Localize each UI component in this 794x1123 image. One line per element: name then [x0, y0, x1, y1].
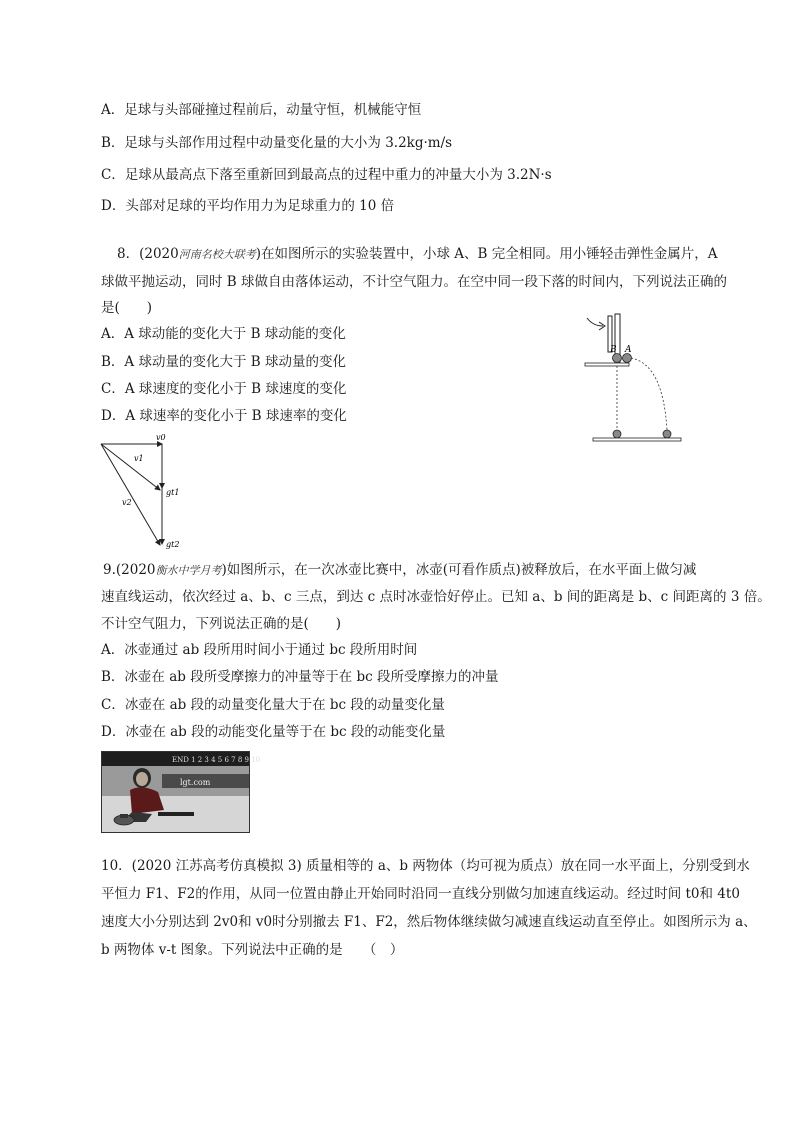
- q10-stem-line2: 平恒力 F1、F2的作用，从同一位置由静止开始同时沿同一直线分别做匀加速直线运动。经过时间 t0和 4t0: [101, 886, 740, 902]
- q9-year: 2020: [121, 562, 156, 578]
- q8-option-b: B．A 球动量的变化大于 B 球动量的变化: [101, 354, 346, 370]
- q8-apparatus-figure: [575, 312, 685, 444]
- q9-stem-line2: 速直线运动，依次经过 a、b、c 三点，到达 c 点时冰壶恰好停止。已知 a、b 间的距离是 b、c 间距离的 3 倍。: [101, 589, 771, 605]
- q9-option-d: D．冰壶在 ab 段的动能变化量等于在 bc 段的动能变化量: [101, 724, 446, 740]
- q7-option-d: D．头部对足球的平均作用力为足球重力的 10 倍: [101, 198, 395, 214]
- q8-option-a: A．A 球动能的变化大于 B 球动能的变化: [101, 326, 346, 342]
- ground-plate: [593, 438, 681, 441]
- v2-arrow: [101, 444, 160, 545]
- q8-option-c: C．A 球速度的变化小于 B 球速度的变化: [101, 381, 347, 397]
- q8-velocity-vector-figure: [96, 432, 196, 552]
- label-a: A: [625, 345, 632, 355]
- q8-source: 河南名校大联考: [178, 248, 256, 261]
- gt1-label: gt1: [166, 488, 180, 497]
- q8-number: 8．(: [117, 246, 145, 262]
- v0-label: v0: [156, 433, 166, 442]
- q9-option-a: A．冰壶通过 ab 段所用时间小于通过 bc 段所用时间: [101, 642, 418, 658]
- q8-option-d: D．A 球速率的变化小于 B 球速率的变化: [101, 408, 347, 424]
- q7-option-a: A．足球与头部碰撞过程前后，动量守恒，机械能守恒: [101, 102, 422, 118]
- q9-option-b: B．冰壶在 ab 段所受摩擦力的冲量等于在 bc 段所受摩擦力的冲量: [101, 669, 499, 685]
- landed-ball-a: [663, 430, 671, 438]
- hammer-arm: [587, 318, 603, 326]
- landed-ball-b: [613, 430, 621, 438]
- projectile-path: [631, 358, 667, 430]
- gt2-label: gt2: [166, 540, 180, 549]
- v2-label: v2: [122, 498, 132, 507]
- launch-shelf: [585, 363, 629, 366]
- q9-stem-line3: 不计空气阻力，下列说法正确的是( ): [101, 616, 342, 632]
- scoreboard-text: END 1 2 3 4 5 6 7 8 9 10: [172, 756, 261, 764]
- q7-option-b: B．足球与头部作用过程中动量变化量的大小为 3.2kg·m/s: [101, 135, 453, 151]
- q8-stem-line3: 是( ): [101, 300, 153, 316]
- curling-photo: [101, 751, 261, 833]
- q9-stem-line1: [103, 560, 696, 581]
- q10-stem-line1: 10．(2020 江苏高考仿真模拟 3) 质量相等的 a、b 两物体（均可视为质点）放在同一水平面上，分别受到水: [101, 858, 750, 874]
- q10-stem-line4: b 两物体 v-t 图象。下列说法中正确的是 （ ）: [101, 942, 404, 958]
- v1-label: v1: [134, 454, 144, 463]
- q9-source: 衡水中学月考: [155, 564, 222, 577]
- q8-year: 2020: [144, 246, 179, 262]
- q8-stem-line1-rest: )在如图所示的实验装置中，小球 A、B 完全相同。用小锤轻击弹性金属片，A: [255, 246, 718, 262]
- v1-arrow: [101, 444, 160, 490]
- q9-stem-line1-rest: )如图所示，在一次冰壶比赛中，冰壶(可看作质点)被释放后，在水平面上做匀减: [221, 562, 697, 578]
- q8-stem-line1: [117, 244, 718, 265]
- q8-stem-line2: 球做平抛运动，同时 B 球做自由落体运动，不计空气阻力。在空中同一段下落的时间内，下列说法正确的: [101, 274, 728, 290]
- q7-option-c: C．足球从最高点下落至重新回到最高点的过程中重力的冲量大小为 3.2N·s: [101, 167, 552, 183]
- banner-logo: lgt.com: [180, 778, 211, 787]
- q9-option-c: C．冰壶在 ab 段的动量变化量大于在 bc 段的动量变化量: [101, 697, 445, 713]
- label-b: B: [610, 345, 617, 355]
- q10-stem-line3: 速度大小分别达到 2v0和 v0时分别撤去 F1、F2，然后物体继续做匀减速直线运动直至停止。如图所示为 a、: [101, 914, 757, 930]
- q9-number: 9.(: [103, 562, 122, 578]
- broom: [158, 812, 194, 816]
